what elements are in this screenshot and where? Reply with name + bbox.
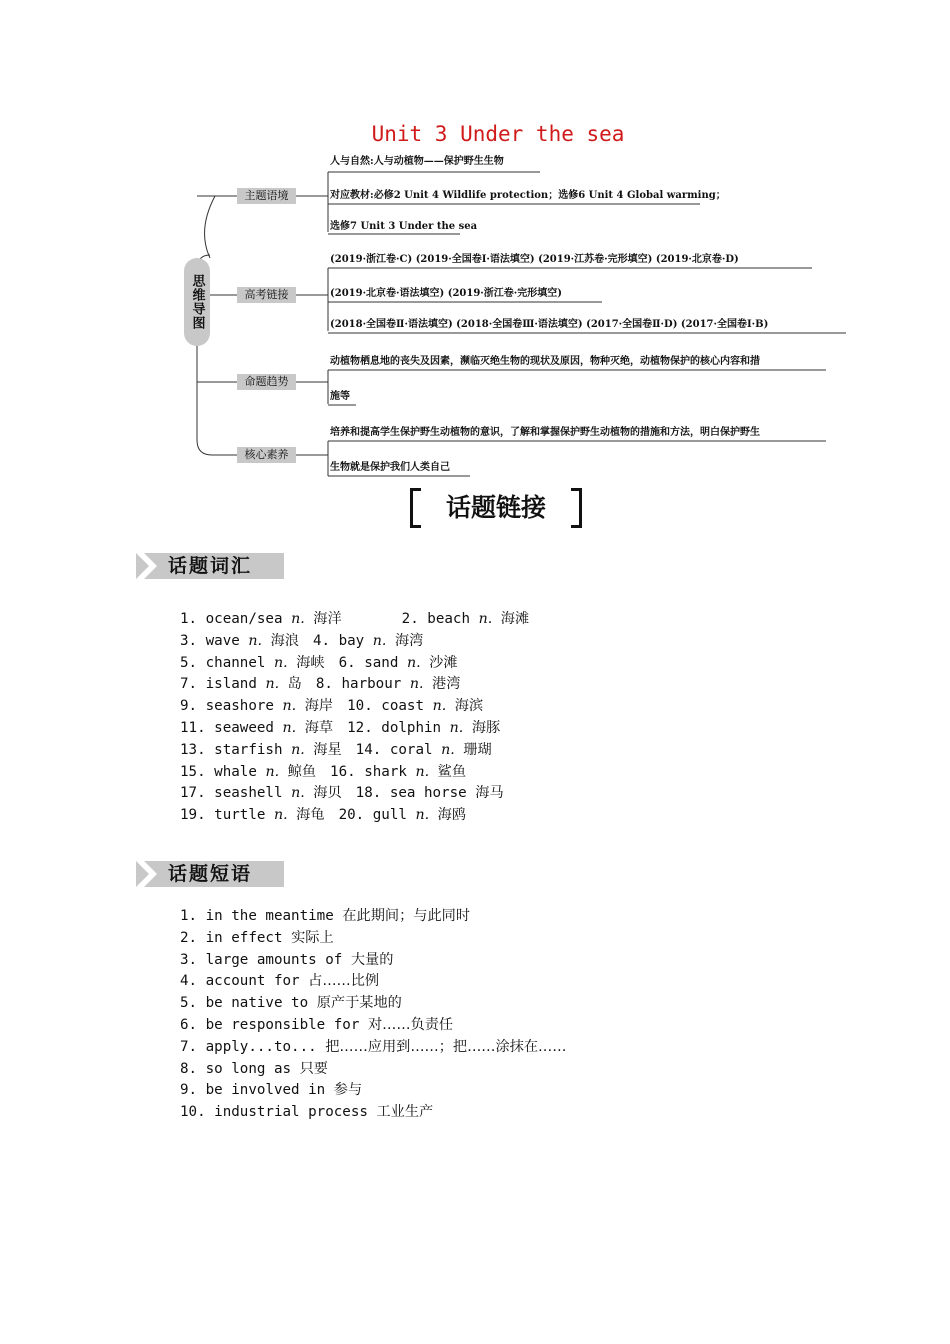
branch-exam-links: 高考链接 [237,287,296,303]
vocab-meaning: 海龟 [296,807,325,824]
leaf-core-1: 培养和提高学生保护野生动植物的意识，了解和掌握保护野生动植物的措施和方法，明白保护野生 [330,427,760,438]
vocab-row [180,631,529,653]
part-of-speech: n. [248,632,263,649]
phrase-row [180,928,566,950]
part-of-speech: n. [441,741,455,758]
vocab-meaning: 鲨鱼 [437,763,467,780]
vocab-word: starfish [214,741,283,758]
vocab-row [180,674,529,696]
vocab-section-header [136,553,284,579]
topic-link-heading [410,488,582,524]
vocab-word: dolphin [381,719,442,736]
vocab-meaning: 珊瑚 [463,741,492,758]
vocab-meaning: 港湾 [432,676,461,693]
part-of-speech: n. [372,632,387,649]
phrase-english: apply...to... [205,1038,317,1055]
vocab-row [180,696,529,718]
phrase-meaning: 占……比例 [308,973,380,990]
item-number: 5. [180,995,198,1012]
item-number: 13. [180,741,206,758]
item-number: 3. [180,632,198,649]
part-of-speech: n. [291,785,305,802]
phrase-meaning: 只要 [299,1060,328,1077]
vocab-word: seashore [205,698,274,715]
vocab-list [180,609,529,827]
item-number: 4. [312,632,331,649]
leaf-trend-1: 动植物栖息地的丧失及因素，濒临灭绝生物的现状及原因，物种灭绝，动植物保护的核心内容和措 [330,356,760,367]
phrase-english: large amounts of [205,951,343,968]
vocab-word: bay [338,632,365,649]
item-number: 6. [338,654,356,671]
item-number: 17. [180,785,206,802]
part-of-speech: n. [415,807,430,824]
part-of-speech: n. [478,611,493,627]
part-of-speech: n. [282,698,297,715]
vocab-word: turtle [214,807,266,824]
vocab-meaning: 海星 [313,741,342,758]
leaf-exam-2: (2019·北京卷·语法填空) (2019·浙江卷·完形填空) [330,288,562,299]
phrase-row [180,906,566,928]
vocab-word: sea horse [389,785,467,802]
item-number: 20. [338,807,365,824]
vocab-row [180,653,529,675]
vocab-word: island [205,676,257,693]
phrase-row [180,1037,566,1059]
chevron-right-icon [136,553,162,579]
vocab-meaning: 海鸥 [437,807,467,824]
phrase-english: in the meantime [205,908,334,924]
item-number: 18. [355,785,382,802]
vocab-word: coast [381,698,425,715]
item-number: 15. [180,763,206,780]
left-bracket [410,488,421,528]
phrase-meaning: 大量的 [350,951,394,968]
item-number: 7. [180,676,198,693]
phrase-english: industrial process [214,1104,368,1121]
phrase-row [180,1015,566,1037]
mindmap-root: 思维导图 [184,258,210,346]
phrase-english: be responsible for [205,1016,360,1033]
phrase-row [180,1102,566,1124]
item-number: 6. [180,1016,198,1033]
phrase-meaning: 对……负责任 [367,1016,454,1033]
mindmap-connectors [0,0,950,490]
vocab-word: shark [364,763,407,780]
vocab-meaning: 沙滩 [429,654,458,671]
part-of-speech: n. [449,719,464,736]
vocab-word: seashell [214,785,283,802]
phrase-english: be involved in [205,1082,326,1099]
vocab-meaning: 海洋 [313,611,342,627]
part-of-speech: n. [406,654,421,671]
phrase-meaning: 工业生产 [376,1104,434,1121]
item-number: 10. [180,1104,206,1121]
vocab-meaning: 海贝 [313,785,342,802]
part-of-speech: n. [265,676,280,693]
topic-link-label: 话题链接 [445,493,546,522]
phrase-english: in effect [205,929,283,946]
item-number: 12. [347,719,373,736]
vocab-row [180,805,529,827]
vocab-meaning: 海湾 [394,632,424,649]
leaf-theme-1: 人与自然:人与动植物——保护野生生物 [330,156,504,167]
vocab-word: sand [364,654,399,671]
vocab-heading: 话题词汇 [168,555,253,577]
item-number: 5. [180,654,198,671]
branch-theme-context: 主题语境 [237,188,296,204]
leaf-theme-2: 对应教材:必修2 Unit 4 Wildlife protection；选修6 Unit 4 Global warming； [330,190,726,201]
item-number: 8. [315,676,333,693]
phrase-meaning: 实际上 [291,929,334,946]
phrase-english: be native to [205,995,309,1012]
vocab-meaning: 鲸鱼 [287,763,317,780]
vocab-word: whale [214,763,257,780]
branch-core-literacy: 核心素养 [237,447,296,463]
branch-trends: 命题趋势 [237,374,296,390]
page-title: Unit 3 Under the sea [371,122,625,146]
right-bracket [571,488,582,528]
part-of-speech: n. [432,698,447,715]
leaf-trend-2: 施等 [330,391,350,402]
phrase-meaning: 参与 [333,1082,363,1099]
phrase-row [180,950,566,972]
vocab-word: beach [427,611,471,627]
item-number: 3. [180,951,198,968]
item-number: 11. [180,719,206,736]
phrases-section-header [136,861,284,887]
phrase-row [180,993,566,1015]
vocab-row [180,783,529,805]
vocab-word: seaweed [214,719,274,736]
part-of-speech: n. [282,719,297,736]
vocab-row [180,718,529,740]
leaf-theme-3: 选修7 Unit 3 Under the sea [330,221,478,232]
item-number: 10. [347,698,373,715]
vocab-word: harbour [341,676,402,693]
item-number: 9. [180,698,198,715]
item-number: 2. [401,611,419,627]
item-number: 8. [180,1060,198,1077]
vocab-meaning: 海浪 [270,632,299,649]
item-number: 1. [180,611,198,627]
part-of-speech: n. [265,763,280,780]
vocab-word: coral [389,741,433,758]
phrase-list [180,906,566,1124]
vocab-word: gull [372,807,407,824]
vocab-meaning: 岛 [287,676,302,693]
item-number: 19. [180,807,206,824]
vocab-row [180,609,529,631]
vocab-meaning: 海岸 [304,698,334,715]
phrase-english: account for [205,973,300,990]
phrase-english: so long as [205,1060,292,1077]
vocab-meaning: 海草 [304,719,334,736]
vocab-word: channel [205,654,266,671]
vocab-meaning: 海滨 [454,698,484,715]
leaf-exam-1: (2019·浙江卷·C) (2019·全国卷Ⅰ·语法填空) (2019·江苏卷·完形填空) (2019·北京卷·D) [330,254,739,265]
vocab-meaning: 海峡 [296,654,325,671]
item-number: 7. [180,1038,198,1055]
item-number: 16. [330,763,356,780]
phrase-meaning: 原产于某地的 [316,995,402,1012]
item-number: 2. [180,929,198,946]
phrase-row [180,1059,566,1081]
part-of-speech: n. [409,676,424,693]
item-number: 9. [180,1082,198,1099]
part-of-speech: n. [273,654,288,671]
vocab-row [180,762,529,784]
vocab-meaning: 海滩 [500,611,530,627]
vocab-word: ocean/sea [205,611,283,627]
phrase-meaning: 在此期间；与此同时 [342,908,471,924]
item-number: 14. [355,741,382,758]
vocab-row [180,740,529,762]
phrase-row [180,971,566,993]
item-number: 1. [180,908,198,924]
part-of-speech: n. [291,611,305,627]
part-of-speech: n. [273,807,288,824]
phrases-heading: 话题短语 [168,863,253,885]
vocab-word: wave [205,632,240,649]
phrase-row [180,1080,566,1102]
vocab-meaning: 海马 [475,785,504,802]
phrase-meaning: 把……应用到……；把……涂抹在…… [325,1038,567,1055]
vocab-meaning: 海豚 [471,719,501,736]
chevron-right-icon [136,861,162,887]
leaf-exam-3: (2018·全国卷Ⅱ·语法填空) (2018·全国卷Ⅲ·语法填空) (2017·全国卷Ⅱ·D) (2017·全国卷Ⅰ·B) [330,319,769,330]
item-number: 4. [180,973,198,990]
part-of-speech: n. [291,741,305,758]
part-of-speech: n. [415,763,430,780]
leaf-core-2: 生物就是保护我们人类自己 [330,462,450,473]
